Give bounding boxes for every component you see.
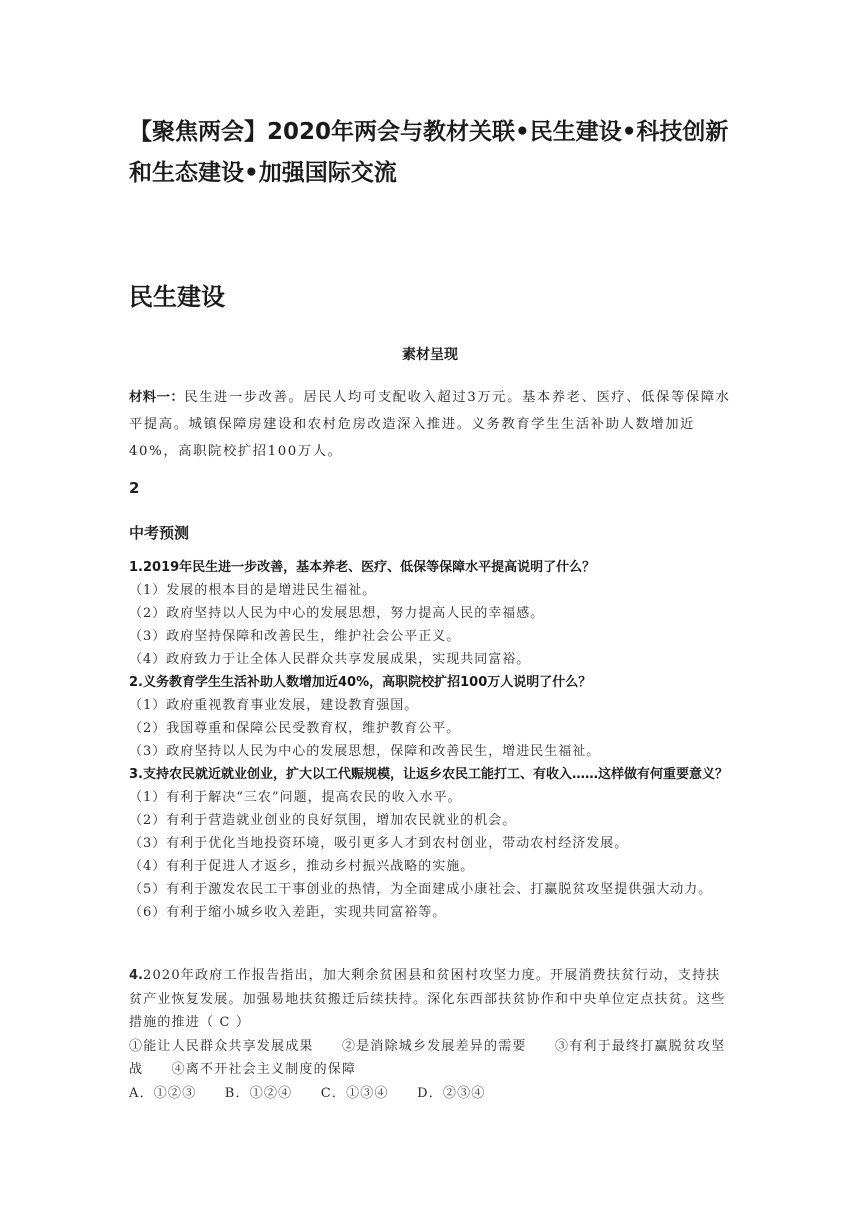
answer-item: （6）有利于缩小城乡收入差距，实现共同富裕等。: [129, 905, 447, 920]
question-2: 2.义务教育学生生活补助人数增加近40%，高职院校扩招100万人说明了什么？: [129, 675, 592, 690]
answer-item: （5）有利于激发农民工干事创业的热情，为全面建成小康社会、打赢脱贫攻坚提供强大动力。: [129, 882, 713, 897]
answer-item: （2）有利于营造就业创业的良好氛围，增加农民就业的机会。: [129, 813, 517, 828]
material-heading: 素材呈现: [402, 347, 458, 363]
question-1: 1.2019年民生进一步改善，基本养老、医疗、低保等保障水平提高说明了什么？: [129, 560, 596, 575]
question-4-options: ①能让人民群众共享发展成果 ②是消除城乡发展差异的需要 ③有利于最终打赢脱贫攻坚战 ④离不开社会主义制度的保障: [129, 1038, 726, 1077]
answer-item: （4）有利于促进人才返乡，推动乡村振兴战略的实施。: [129, 859, 475, 874]
answer-item: （1）政府重视教育事业发展，建设教育强国。: [129, 698, 419, 713]
answer-item: （3）政府坚持保障和改善民生，维护社会公平正义。: [129, 629, 461, 644]
answer-item: （1）发展的根本目的是增进民生福祉。: [129, 583, 377, 598]
material-text: 民生进一步改善。居民人均可支配收入超过3万元。基本养老、医疗、低保等保障水平提高。城镇保障房建设和农村危房改造深入推进。义务教育学生生活补助人数增加近40%，高职院校扩招100万人。: [129, 390, 731, 459]
question-block-1: [129, 556, 734, 924]
answer-item: （3）政府坚持以人民为中心的发展思想，保障和改善民生，增进民生福祉。: [129, 744, 601, 759]
material-paragraph: [129, 384, 731, 465]
question-4: [129, 964, 734, 1105]
question-4-choices: A．①②③ B．①②④ C．①③④ D．②③④: [129, 1085, 486, 1101]
question-3: 3.支持农民就近就业创业，扩大以工代赈规模，让返乡农民工能打工、有收入……这样做有何重要意义？: [129, 767, 728, 782]
answer-item: （2）政府坚持以人民为中心的发展思想，努力提高人民的幸福感。: [129, 606, 545, 621]
document-title: 【聚焦两会】2020年两会与教材关联•民生建设•科技创新和生态建设•加强国际交流: [129, 119, 729, 186]
answer-item: （4）政府致力于让全体人民群众共享发展成果，实现共同富裕。: [129, 652, 531, 667]
question-4-stem: [129, 964, 734, 1035]
question-4-number: 4.: [129, 968, 143, 983]
answer-item: （2）我国尊重和保障公民受教育权，维护教育公平。: [129, 721, 461, 736]
answer-item: （3）有利于优化当地投资环境，吸引更多人才到农村创业，带动农村经济发展。: [129, 836, 629, 851]
answer-item: （1）有利于解决“三农”问题，提高农民的收入水平。: [129, 790, 462, 805]
material-label: 材料一：: [129, 390, 185, 405]
forecast-heading: 中考预测: [129, 524, 190, 542]
question-4-text: 2020年政府工作报告指出，加大剩余贫困县和贫困村攻坚力度。开展消费扶贫行动，支持扶贫产业恢复发展。加强易地扶贫搬迁后续扶持。深化东西部扶贫协作和中央单位定点扶贫。这些措施的推进（ C ）: [129, 968, 726, 1030]
page-number: 2: [129, 479, 140, 497]
section-heading: 民生建设: [129, 283, 225, 311]
